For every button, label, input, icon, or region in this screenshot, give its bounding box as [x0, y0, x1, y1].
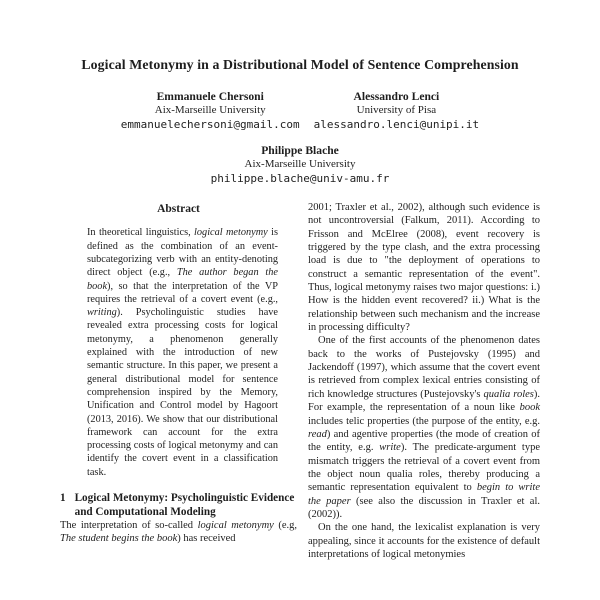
author-affiliation: Aix-Marseille University: [244, 158, 356, 170]
body-paragraph-1: 2001; Traxler et al., 2002), although such evidence is not uncontroversial (Falkum, 2011). According to Frisson and McElree (2008), event recovery is triggered by the type clash, and the extra processing load is due to "the deployment of operations to construct a semantic representation of the event". Thus, logical metonymy raises two major questions: i.) How is the hidden event recovered? ii.) What is the relationship between such mechanism and the increase in processing difficulty?: [308, 202, 540, 334]
author-affiliation: University of Pisa: [356, 104, 437, 116]
author-affiliation: Aix-Marseille University: [154, 104, 266, 116]
section-heading: [60, 491, 297, 519]
abstract-text: In theoretical linguistics, logical metonymy is defined as the combination of an event-subcategorizing verb with an entity-denoting direct object (e.g., The author began the book), so that the interpretation of the VP requires the retrieval of a covert event (e.g., writing). Psycholinguistic studies have revealed extra processing costs for logical metonymy, a phenomenon generally explained with the introduction of new semantic structure. In this paper, we present a general distributional model for sentence comprehension inspired by the Memory, Unification and Control model by Hagoort (2013, 2016). We show that our distributional framework can account for the extra processing costs of logical metonymy and can identify the covert event in a classification task.: [87, 227, 278, 478]
author-email: emmanuelechersoni@gmail.com: [120, 118, 300, 131]
abstract-heading: Abstract: [157, 203, 200, 215]
paper-title: Logical Metonymy in a Distributional Model of Sentence Comprehension: [81, 57, 519, 72]
author-block-3: [211, 144, 390, 185]
author-email: philippe.blache@univ-amu.fr: [210, 172, 390, 185]
author-row-2: [0, 144, 600, 185]
section-title: Logical Metonymy: Psycholinguistic Evidence and Computational Modeling: [74, 491, 295, 518]
author-name: Philippe Blache: [261, 144, 339, 157]
author-block-2: [314, 90, 480, 131]
section-number: 1: [60, 491, 66, 504]
body-paragraph-2: One of the first accounts of the phenomenon dates back to the works of Pustejovsky (1995) and Jackendoff (1997), which assume that the covert event is retrieved from complex lexical entries consisting of rich knowledge structures (Pustejovsky's qualia roles). For example, the representation of a noun like book includes telic properties (the purpose of the entity, e.g. read) and agentive properties (the mode of creation of the entity, e.g. write). The predicate-argument type mismatch triggers the retrieval of a covert event from the object noun qualia roles, thereby producing a semantic representation equivalent to begin to write the paper (see also the discussion in Traxler et al. (2002)).: [308, 335, 541, 520]
intro-paragraph: The interpretation of so-called logical metonymy (e.g, The student begins the book) has received: [60, 519, 297, 545]
two-column-body: [60, 201, 540, 561]
body-paragraph-3: On the one hand, the lexicalist explanation is very appealing, since it accounts for the existence of default interpretations of logical metonymies: [308, 522, 540, 560]
author-email: alessandro.lenci@unipi.it: [313, 118, 480, 131]
author-block-1: [121, 90, 300, 131]
left-column: [60, 201, 297, 561]
right-column: [308, 201, 540, 561]
author-name: Alessandro Lenci: [353, 90, 440, 103]
author-name: Emmanuele Chersoni: [156, 90, 264, 103]
authors-row: [0, 90, 600, 131]
